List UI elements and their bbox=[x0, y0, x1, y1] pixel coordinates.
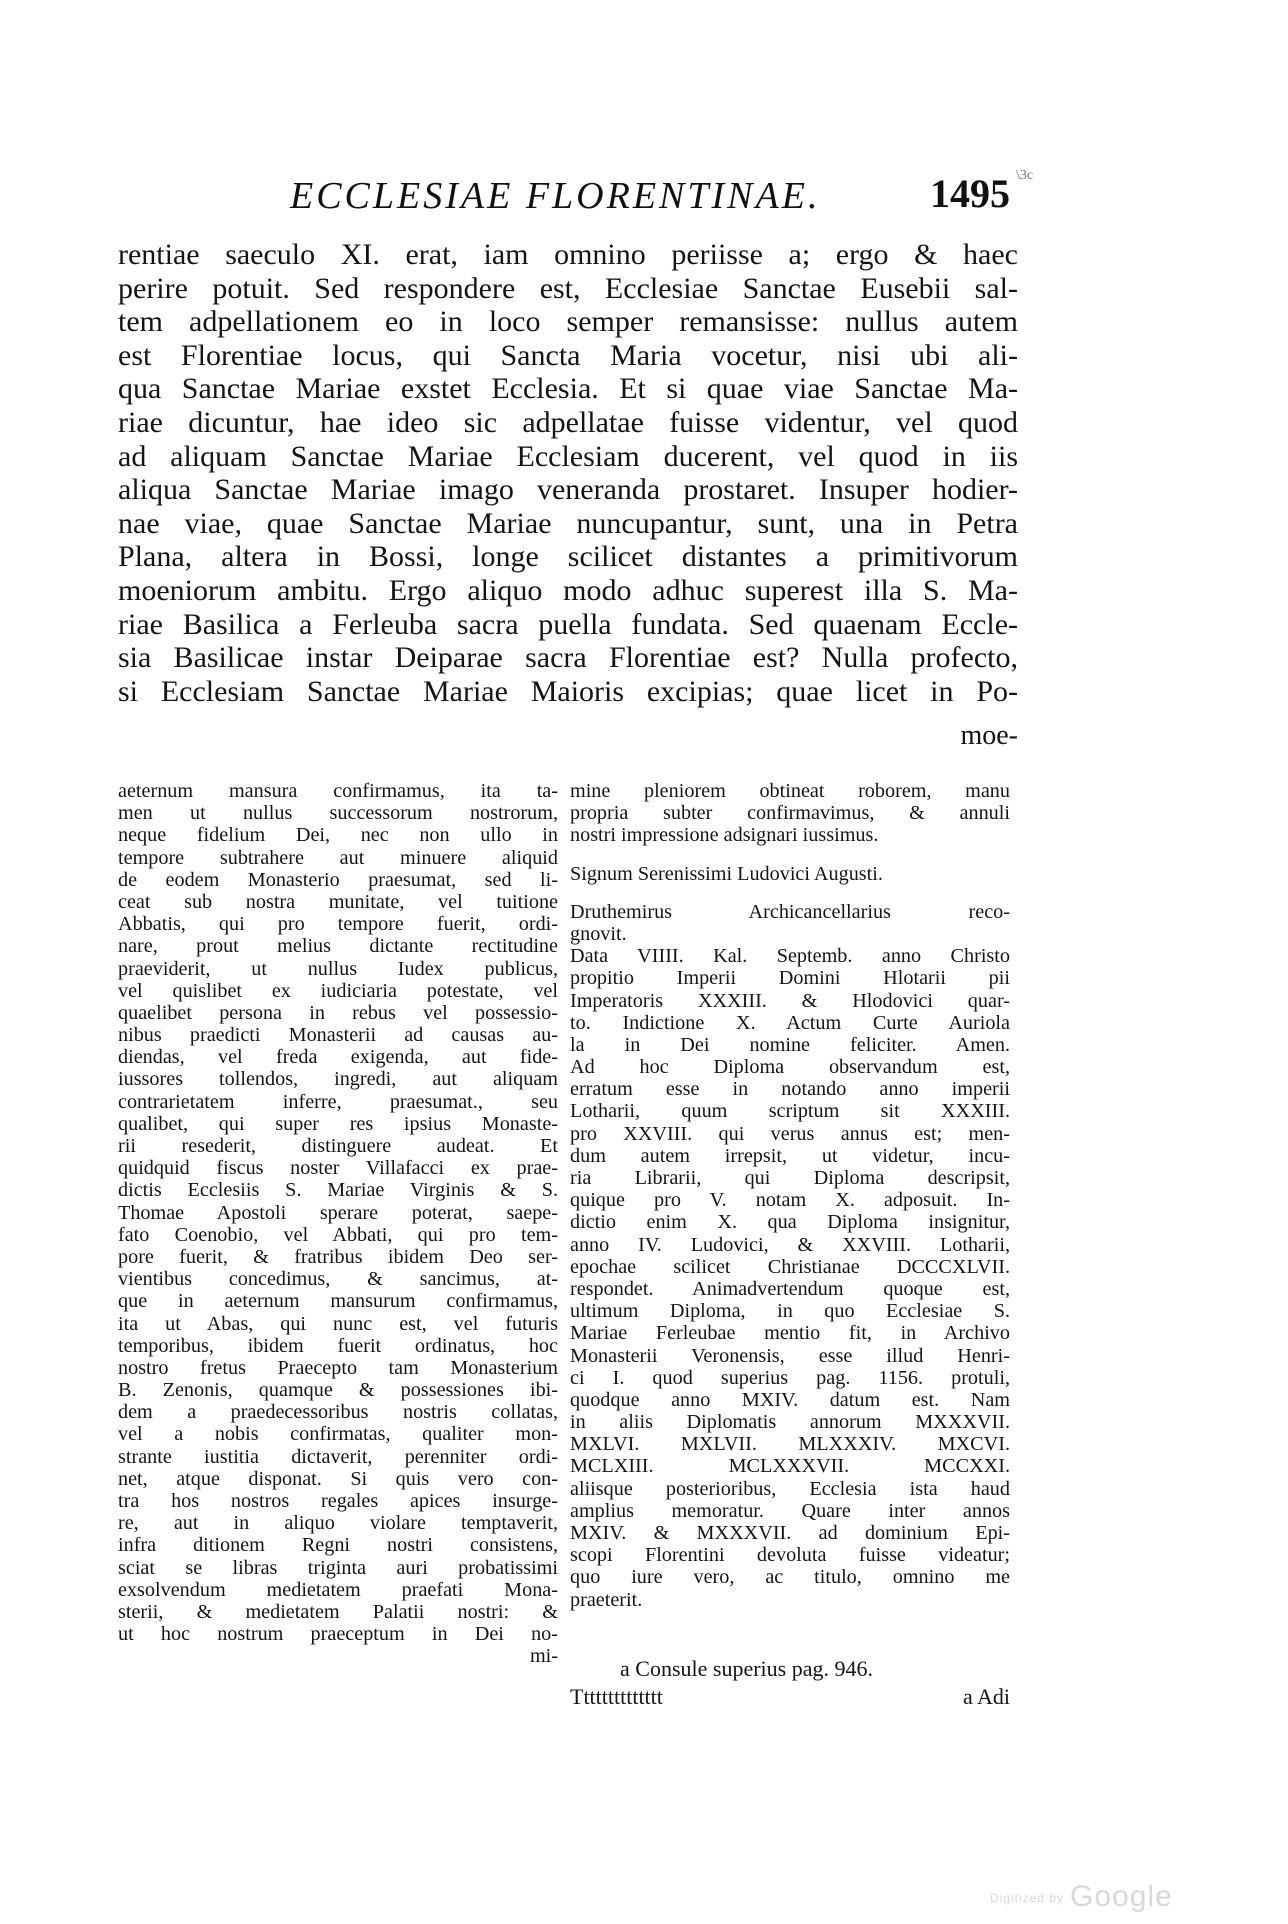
right-column-line: respondet. Animadvertendum quoque est, bbox=[570, 1277, 1010, 1300]
right-column-line: propitio Imperii Domini Hlotarii pii bbox=[570, 967, 1010, 990]
left-column-line: B. Zenonis, quamque & possessiones ibi- bbox=[118, 1379, 558, 1402]
right-column-line: quodque anno MXIV. datum est. Nam bbox=[570, 1388, 1010, 1411]
right-column-line: gnovit. bbox=[570, 922, 627, 945]
footnote-text: Consule superius pag. 946. bbox=[635, 1656, 873, 1681]
main-text-line: perire potuit. Sed respondere est, Ecclesiae Sanctae Eusebii sal- bbox=[118, 271, 1018, 305]
right-column-line: quique pro V. notam X. adposuit. In- bbox=[570, 1189, 1010, 1212]
left-column-line: net, atque disponat. Si quis vero con- bbox=[118, 1467, 558, 1490]
left-column-line: ut hoc nostrum praeceptum in Dei no- bbox=[118, 1623, 558, 1646]
main-text-body bbox=[118, 238, 1018, 708]
main-text-line: aliqua Sanctae Mariae imago veneranda prostaret. Insuper hodier- bbox=[118, 473, 1018, 507]
catchword: moe- bbox=[960, 720, 1018, 751]
right-column-line: nostri impressione adsignari iussimus. bbox=[570, 824, 879, 847]
right-column-line: ultimum Diploma, in quo Ecclesiae S. bbox=[570, 1300, 1010, 1323]
watermark-prefix: Digitized by bbox=[990, 1891, 1065, 1906]
right-column-line: Signum Serenissimi Ludovici Augusti. bbox=[570, 862, 883, 885]
main-text-line: ad aliquam Sanctae Mariae Ecclesiam ducerent, vel quod in iis bbox=[118, 439, 1018, 473]
right-column-line: dum autem irrepsit, ut videtur, incu- bbox=[570, 1144, 1010, 1167]
right-column-line: epochae scilicet Christianae DCCCXLVII. bbox=[570, 1255, 1010, 1278]
left-column-line: tempore subtrahere aut minuere aliquid bbox=[118, 846, 558, 869]
left-column-line: nare, prout melius dictante rectitudine bbox=[118, 935, 558, 958]
footnote-mark: a bbox=[620, 1656, 630, 1681]
right-column-line: MCLXIII. MCLXXXVII. MCCXXI. bbox=[570, 1455, 1010, 1478]
left-column-line: sciat se libras triginta auri probatissimi bbox=[118, 1556, 558, 1579]
left-column-line: ceat sub nostra munitate, vel tuitione bbox=[118, 890, 558, 913]
left-column-line: dictis Ecclesiis S. Mariae Virginis & S. bbox=[118, 1179, 558, 1202]
main-text-line: sia Basilicae instar Deiparae sacra Florentiae est? Nulla profecto, bbox=[118, 641, 1018, 675]
left-column-line: strante iustitia dictaverit, perenniter ordi- bbox=[118, 1445, 558, 1468]
right-column-line: MXLVI. MXLVII. MLXXXIV. MXCVI. bbox=[570, 1433, 1010, 1456]
left-column-line: rii resederit, distinguere audeat. Et bbox=[118, 1135, 558, 1157]
right-column bbox=[570, 780, 1010, 1611]
left-column-line: dem a praedecessoribus nostris collatas, bbox=[118, 1401, 558, 1424]
left-column-line: tra hos nostros regales apices insurge- bbox=[118, 1490, 558, 1512]
right-column-line: praeterit. bbox=[570, 1588, 643, 1611]
left-column-line: contrarietatem inferre, praesumat., seu bbox=[118, 1090, 558, 1113]
right-column-line: pro XXVIII. qui verus annus est; men- bbox=[570, 1122, 1010, 1145]
left-column-line: temporibus, ibidem fuerit ordinatus, hoc bbox=[118, 1334, 558, 1357]
left-column-line: pore fuerit, & fratribus ibidem Deo ser- bbox=[118, 1245, 558, 1268]
main-text-line: qua Sanctae Mariae exstet Ecclesia. Et si quae viae Sanctae Ma- bbox=[118, 372, 1018, 406]
main-text-line: moeniorum ambitu. Ergo aliquo modo adhuc superest illa S. Ma- bbox=[118, 573, 1018, 607]
left-column-line: iussores tollendos, ingredi, aut aliquam bbox=[118, 1068, 558, 1091]
left-column-line: nostro fretus Praecepto tam Monasterium bbox=[118, 1356, 558, 1379]
left-column-line: mi- bbox=[529, 1645, 558, 1668]
right-column-line: MXIV. & MXXXVII. ad dominium Epi- bbox=[570, 1522, 1010, 1544]
right-column-line: to. Indictione X. Actum Curte Auriola bbox=[570, 1011, 1010, 1034]
right-column-line: anno IV. Ludovici, & XXVIII. Lotharii, bbox=[570, 1233, 1010, 1256]
main-text-line: est Florentiae locus, qui Sancta Maria vocetur, nisi ubi ali- bbox=[118, 338, 1018, 372]
right-column-line: scopi Florentini devoluta fuisse videatur; bbox=[570, 1544, 1010, 1567]
right-column-line: aliisque posterioribus, Ecclesia ista haud bbox=[570, 1477, 1010, 1500]
left-column-line: qualibet, qui super res ipsius Monaste- bbox=[118, 1112, 558, 1135]
left-column-line: aeternum mansura confirmamus, ita ta- bbox=[118, 780, 558, 802]
signature-mark: Tttttttttttttt bbox=[570, 1684, 663, 1709]
right-column-line: amplius memoratur. Quare inter annos bbox=[570, 1499, 1010, 1522]
left-column-line: vientibus concedimus, & sancimus, at- bbox=[118, 1268, 558, 1291]
right-column-line: in aliis Diplomatis annorum MXXXVII. bbox=[570, 1411, 1010, 1434]
right-column-line: propria subter confirmavimus, & annuli bbox=[570, 802, 1010, 825]
main-text-line: tem adpellationem eo in loco semper remansisse: nullus autem bbox=[118, 305, 1018, 339]
running-title: ECCLESIAE FLORENTINAE. bbox=[290, 175, 821, 217]
right-column-line: Mariae Ferleubae mentio fit, in Archivo bbox=[570, 1322, 1010, 1345]
left-column-line: fato Coenobio, vel Abbati, qui pro tem- bbox=[118, 1223, 558, 1246]
right-column-spacer bbox=[570, 885, 1010, 901]
main-text-line: riae Basilica a Ferleuba sacra puella fundata. Sed quaenam Eccle- bbox=[118, 607, 1018, 641]
right-column-line: la in Dei nomine feliciter. Amen. bbox=[570, 1033, 1010, 1056]
main-text-line: riae dicuntur, hae ideo sic adpellatae fuisse videntur, vel quod bbox=[118, 405, 1018, 439]
main-text-line: nae viae, quae Sanctae Mariae nuncupantur, sunt, una in Petra bbox=[118, 506, 1018, 540]
main-text-line: si Ecclesiam Sanctae Mariae Maioris excipias; quae licet in Po- bbox=[118, 674, 1018, 708]
running-head bbox=[290, 168, 1010, 228]
right-column-line: Monasterii Veronensis, esse illud Henri- bbox=[570, 1344, 1010, 1367]
footnote bbox=[620, 1656, 873, 1682]
footnote-continuation: a Adi bbox=[962, 1684, 1010, 1709]
right-column-line: ria Librarii, qui Diploma descripsit, bbox=[570, 1167, 1010, 1189]
left-column bbox=[118, 780, 558, 1668]
left-column-line: infra ditionem Regni nostri consistens, bbox=[118, 1534, 558, 1557]
main-text-line: rentiae saeculo XI. erat, iam omnino periisse a; ergo & haec bbox=[118, 238, 1018, 271]
left-column-line: quidquid fiscus noster Villafacci ex prae- bbox=[118, 1157, 558, 1180]
right-column-spacer bbox=[570, 847, 1010, 863]
left-column-line: vel quislibet ex iudiciaria potestate, vel bbox=[118, 979, 558, 1002]
left-column-line: Thomae Apostoli sperare poterat, saepe- bbox=[118, 1201, 558, 1224]
right-column-line: Imperatoris XXXIII. & Hlodovici quar- bbox=[570, 989, 1010, 1012]
left-column-line: re, aut in aliquo violare temptaverit, bbox=[118, 1512, 558, 1535]
right-column-line: Ad hoc Diploma observandum est, bbox=[570, 1056, 1010, 1079]
left-column-line: exsolvendum medietatem praefati Mona- bbox=[118, 1578, 558, 1601]
right-column-line: Data VIIII. Kal. Septemb. anno Christo bbox=[570, 945, 1010, 968]
watermark-brand: Google bbox=[1070, 1880, 1173, 1913]
left-column-line: Abbatis, qui pro tempore fuerit, ordi- bbox=[118, 913, 558, 936]
corner-mark: \3c bbox=[1016, 168, 1034, 183]
left-column-line: de eodem Monasterio praesumat, sed li- bbox=[118, 868, 558, 891]
page-number: 1495 bbox=[930, 171, 1010, 216]
left-column-line: que in aeternum mansurum confirmamus, bbox=[118, 1290, 558, 1313]
left-column-line: nibus praedicti Monasterii ad causas au- bbox=[118, 1024, 558, 1047]
left-column-line: quaelibet persona in rebus vel possessio- bbox=[118, 1001, 558, 1024]
left-column-line: ita ut Abas, qui nunc est, vel futuris bbox=[118, 1312, 558, 1335]
left-column-line: sterii, & medietatem Palatii nostri: & bbox=[118, 1600, 558, 1623]
google-watermark bbox=[990, 1880, 1173, 1914]
right-column-line: dictio enim X. qua Diploma insignitur, bbox=[570, 1211, 1010, 1234]
right-column-line: mine pleniorem obtineat roborem, manu bbox=[570, 780, 1010, 802]
left-column-line: neque fidelium Dei, nec non ullo in bbox=[118, 824, 558, 847]
right-column-line: ci I. quod superius pag. 1156. protuli, bbox=[570, 1366, 1010, 1389]
left-column-line: diendas, vel freda exigenda, aut fide- bbox=[118, 1046, 558, 1069]
main-text-line: Plana, altera in Bossi, longe scilicet distantes a primitivorum bbox=[118, 540, 1018, 574]
right-column-line: quo iure vero, ac titulo, omnino me bbox=[570, 1566, 1010, 1589]
left-column-line: men ut nullus successorum nostrorum, bbox=[118, 802, 558, 825]
left-column-line: vel a nobis confirmatas, qualiter mon- bbox=[118, 1423, 558, 1446]
right-column-line: Druthemirus Archicancellarius reco- bbox=[570, 900, 1010, 923]
right-column-line: Lotharii, quum scriptum sit XXXIII. bbox=[570, 1100, 1010, 1123]
right-column-line: erratum esse in notando anno imperii bbox=[570, 1078, 1010, 1101]
left-column-line: praeviderit, ut nullus Iudex publicus, bbox=[118, 957, 558, 980]
